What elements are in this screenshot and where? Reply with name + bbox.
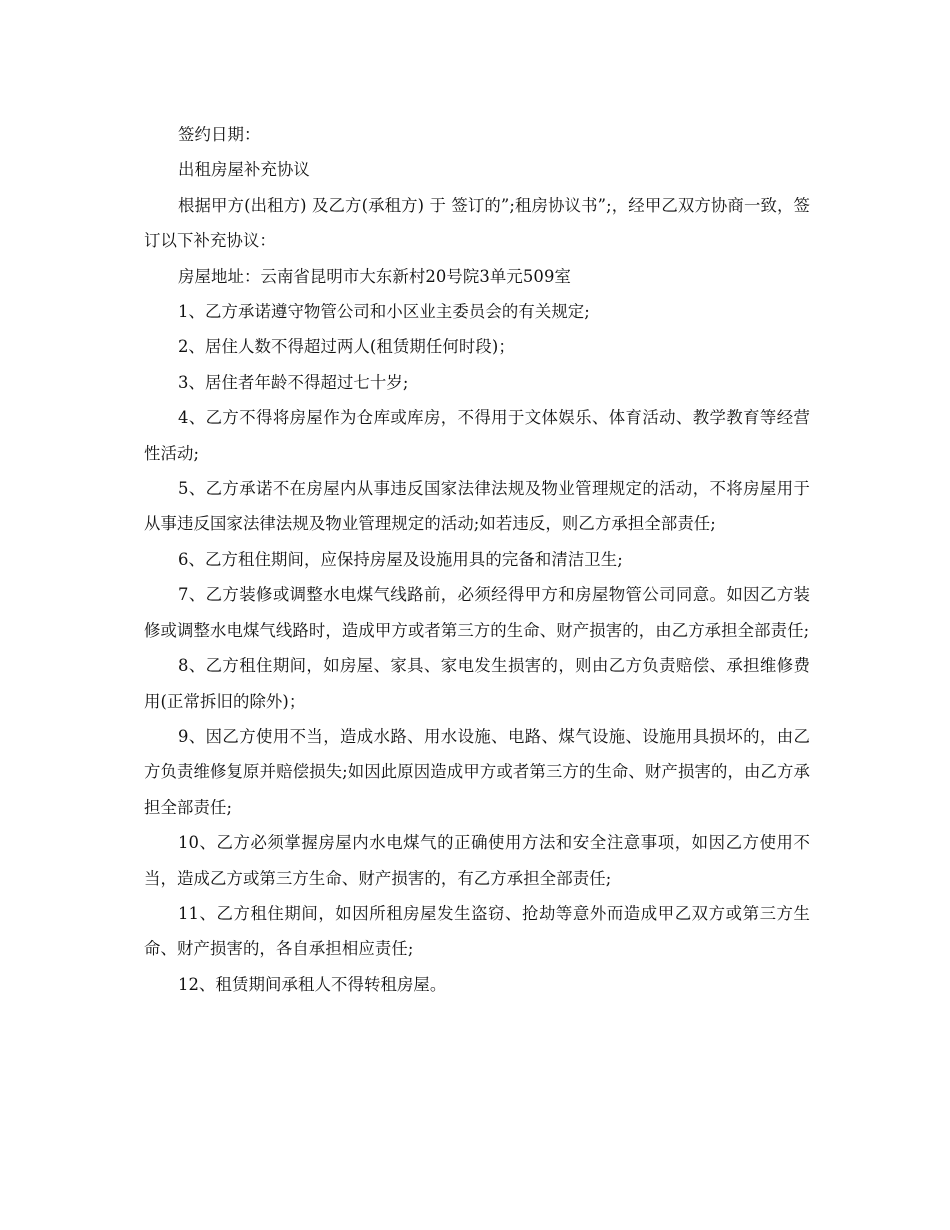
clause-8: 8、乙方租住期间，如房屋、家具、家电发生损害的，则由乙方负责赔偿、承担维修费用(正常拆旧的除外)； — [144, 656, 810, 711]
clause-11: 11、乙方租住期间，如因所租房屋发生盗窃、抢劫等意外而造成甲乙双方或第三方生命、财产损害的，各自承担相应责任; — [144, 903, 810, 959]
document-title: 出租房屋补充协议 — [178, 160, 310, 180]
clause-7: 7、乙方装修或调整水电煤气线路前，必须经得甲方和房屋物管公司同意。如因乙方装修或调整水电煤气线路时，造成甲方或者第三方的生命、财产损害的，由乙方承担全部责任; — [144, 585, 810, 640]
clause-10: 10、乙方必须掌握房屋内水电煤气的正确使用方法和安全注意事项，如因乙方使用不当，造成乙方或第三方生命、财产损害的，有乙方承担全部责任; — [144, 833, 810, 888]
clause-9: 9、因乙方使用不当，造成水路、用水设施、电路、煤气设施、设施用具损坏的，由乙方负责维修复原并赔偿损失;如因此原因造成甲方或者第三方的生命、财产损害的，由乙方承担全部责任; — [144, 726, 810, 817]
document-body — [144, 117, 810, 1002]
clause-2: 2、居住人数不得超过两人(租赁期任何时段)； — [178, 337, 515, 357]
clause-4: 4、乙方不得将房屋作为仓库或库房，不得用于文体娱乐、体育活动、教学教育等经营性活动; — [144, 408, 810, 463]
signing-date-line: 签约日期： — [178, 125, 261, 144]
clause-1: 1、乙方承诺遵守物管公司和小区业主委员会的有关规定; — [178, 302, 590, 322]
intro-paragraph: 根据甲方(出租方) 及乙方(承租方) 于 签订的”;租房协议书”;，经甲乙双方协商一致，签订以下补充协议： — [144, 195, 810, 251]
clause-12: 12、租赁期间承租人不得转租房屋。 — [178, 974, 447, 994]
clause-6: 6、乙方租住期间，应保持房屋及设施用具的完备和清洁卫生; — [178, 549, 623, 569]
clause-3: 3、居住者年龄不得超过七十岁; — [178, 372, 409, 392]
property-address: 房屋地址：云南省昆明市大东新村20号院3单元509室 — [178, 266, 571, 286]
clause-5: 5、乙方承诺不在房屋内从事违反国家法律法规及物业管理规定的活动，不将房屋用于从事违反国家法律法规及物业管理规定的活动;如若违反，则乙方承担全部责任; — [144, 479, 810, 534]
